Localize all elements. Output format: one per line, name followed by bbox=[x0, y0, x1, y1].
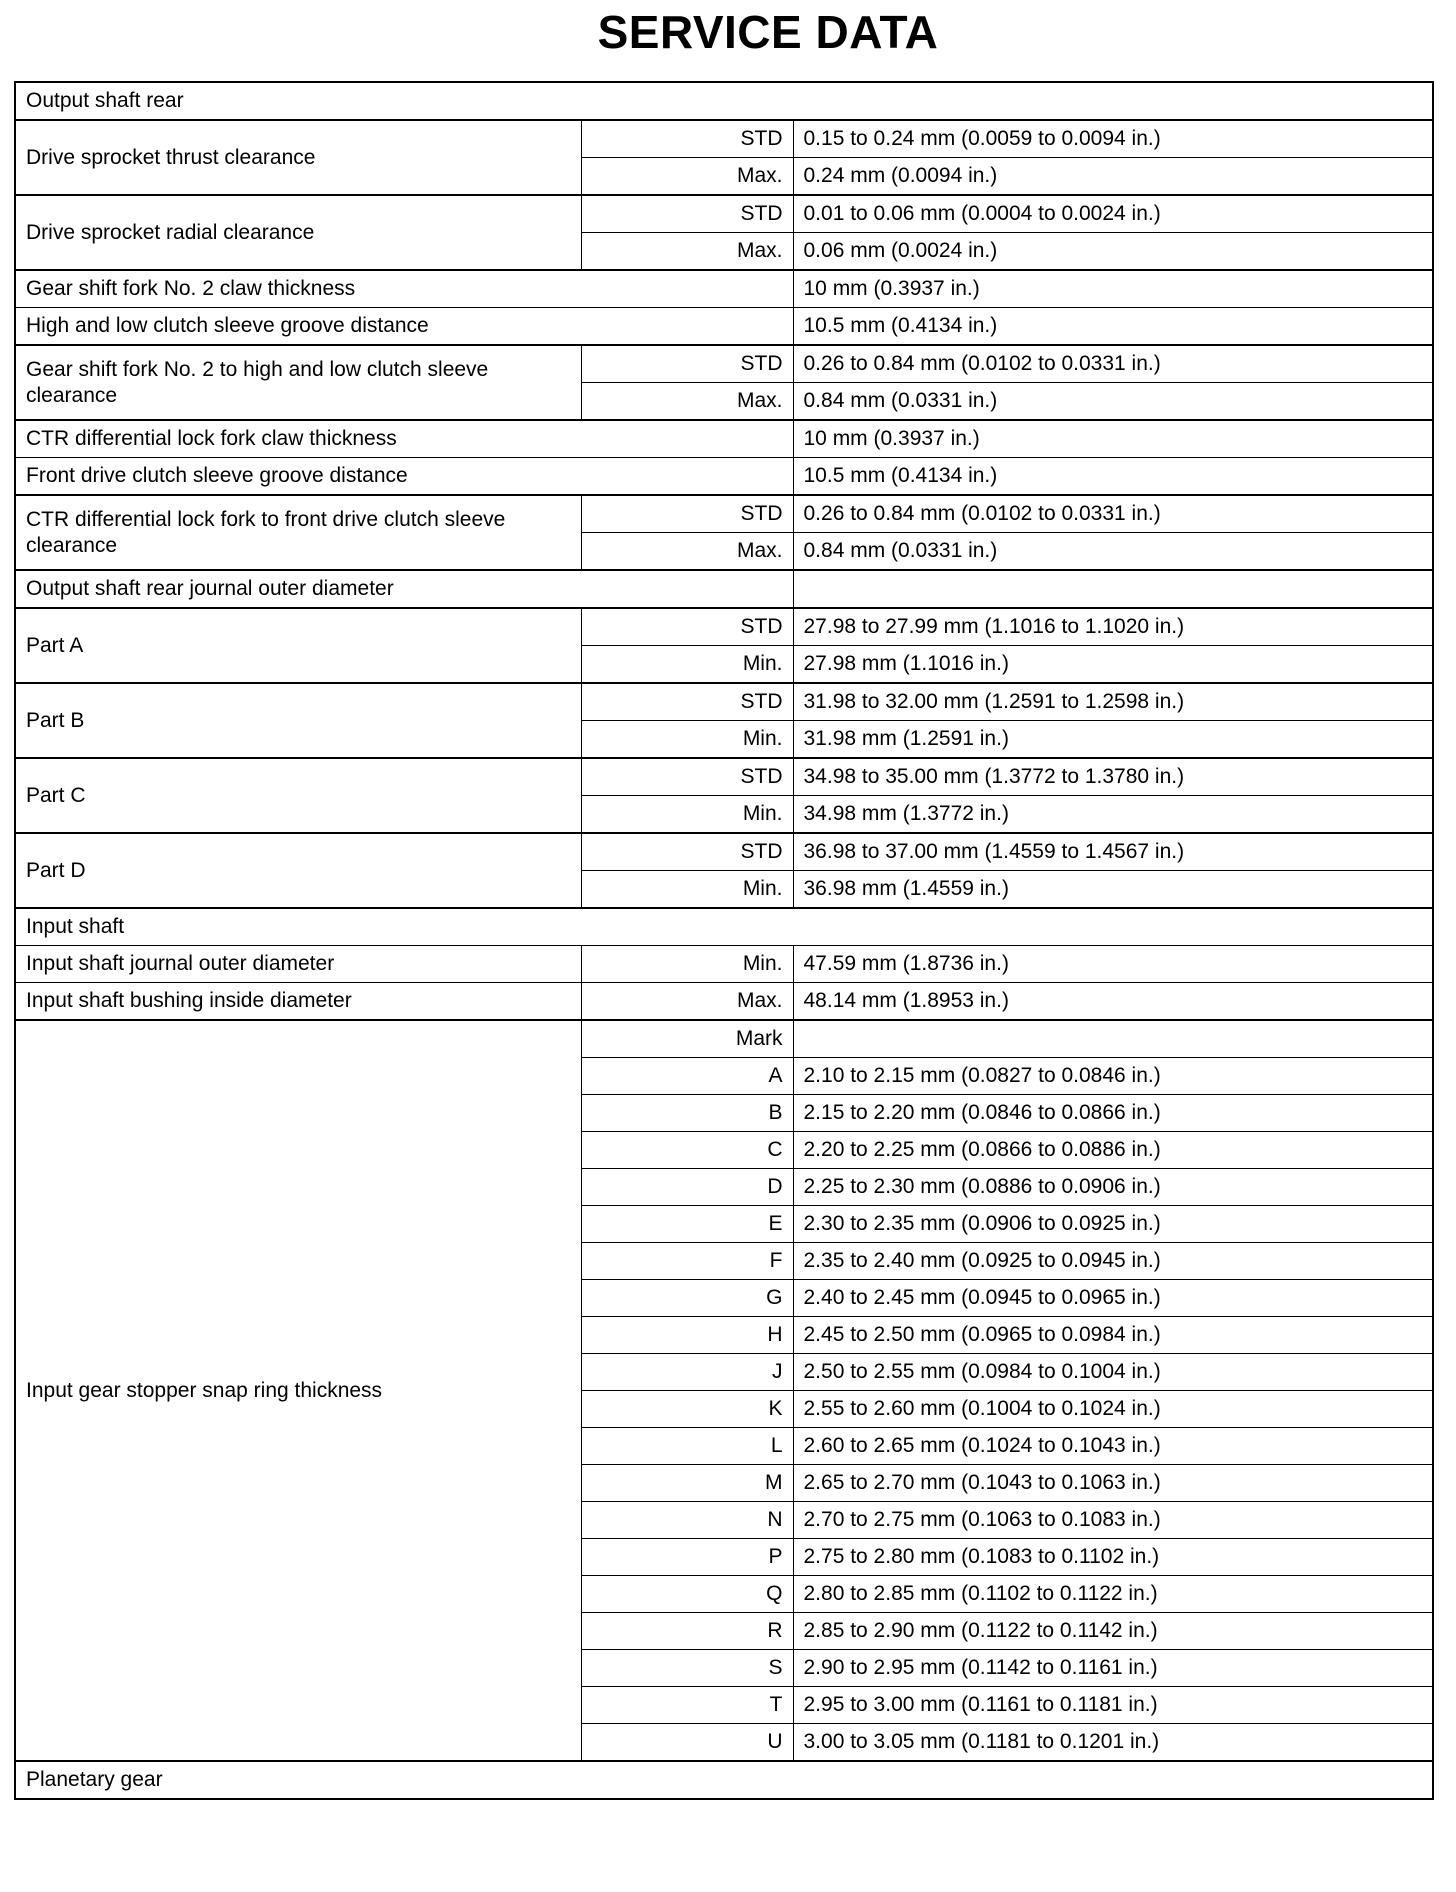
spec-value: 27.98 to 27.99 mm (1.1016 to 1.1020 in.) bbox=[793, 608, 1433, 646]
spec-label: Min. bbox=[581, 796, 793, 834]
spec-value: 2.60 to 2.65 mm (0.1024 to 0.1043 in.) bbox=[793, 1428, 1433, 1465]
spec-label: Max. bbox=[581, 533, 793, 571]
spec-value: 27.98 mm (1.1016 in.) bbox=[793, 646, 1433, 684]
spec-value: 34.98 mm (1.3772 in.) bbox=[793, 796, 1433, 834]
table-row bbox=[15, 683, 1433, 721]
mark-letter: U bbox=[581, 1724, 793, 1762]
mark-letter: G bbox=[581, 1280, 793, 1317]
spec-value: 2.40 to 2.45 mm (0.0945 to 0.0965 in.) bbox=[793, 1280, 1433, 1317]
spec-label: Min. bbox=[581, 946, 793, 983]
spec-value: 0.15 to 0.24 mm (0.0059 to 0.0094 in.) bbox=[793, 120, 1433, 158]
table-row bbox=[15, 270, 1433, 308]
table-row bbox=[15, 345, 1433, 383]
mark-letter: F bbox=[581, 1243, 793, 1280]
spec-value: 0.84 mm (0.0331 in.) bbox=[793, 533, 1433, 571]
item-name: Drive sprocket thrust clearance bbox=[15, 120, 581, 195]
spec-value: 31.98 mm (1.2591 in.) bbox=[793, 721, 1433, 759]
service-data-table bbox=[14, 81, 1434, 1800]
spec-value: 0.26 to 0.84 mm (0.0102 to 0.0331 in.) bbox=[793, 495, 1433, 533]
spec-value: 0.84 mm (0.0331 in.) bbox=[793, 383, 1433, 421]
spec-value: 2.15 to 2.20 mm (0.0846 to 0.0866 in.) bbox=[793, 1095, 1433, 1132]
spec-label: STD bbox=[581, 833, 793, 871]
section-heading-planetary-gear: Planetary gear bbox=[15, 1761, 1433, 1799]
mark-letter: Q bbox=[581, 1576, 793, 1613]
spec-value: 10 mm (0.3937 in.) bbox=[793, 420, 1433, 458]
spec-value: 10.5 mm (0.4134 in.) bbox=[793, 308, 1433, 346]
item-name: Part C bbox=[15, 758, 581, 833]
spec-value: 2.50 to 2.55 mm (0.0984 to 0.1004 in.) bbox=[793, 1354, 1433, 1391]
item-name: Part B bbox=[15, 683, 581, 758]
item-name: Input shaft journal outer diameter bbox=[15, 946, 581, 983]
table-row bbox=[15, 946, 1433, 983]
table-row bbox=[15, 82, 1433, 120]
mark-letter: J bbox=[581, 1354, 793, 1391]
spec-label: Min. bbox=[581, 871, 793, 909]
item-name: Part A bbox=[15, 608, 581, 683]
mark-letter: B bbox=[581, 1095, 793, 1132]
spec-value: 47.59 mm (1.8736 in.) bbox=[793, 946, 1433, 983]
mark-letter: H bbox=[581, 1317, 793, 1354]
table-row bbox=[15, 908, 1433, 946]
spec-label: STD bbox=[581, 683, 793, 721]
spec-value: 2.90 to 2.95 mm (0.1142 to 0.1161 in.) bbox=[793, 1650, 1433, 1687]
spec-value: 48.14 mm (1.8953 in.) bbox=[793, 983, 1433, 1021]
mark-letter: T bbox=[581, 1687, 793, 1724]
mark-letter: K bbox=[581, 1391, 793, 1428]
spec-value: 2.45 to 2.50 mm (0.0965 to 0.0984 in.) bbox=[793, 1317, 1433, 1354]
table-row bbox=[15, 983, 1433, 1021]
table-row bbox=[15, 833, 1433, 871]
table-row bbox=[15, 458, 1433, 496]
item-name: CTR differential lock fork claw thickness bbox=[15, 420, 793, 458]
spec-label: STD bbox=[581, 120, 793, 158]
mark-letter: M bbox=[581, 1465, 793, 1502]
spec-label: STD bbox=[581, 608, 793, 646]
mark-letter: S bbox=[581, 1650, 793, 1687]
spec-value: 2.80 to 2.85 mm (0.1102 to 0.1122 in.) bbox=[793, 1576, 1433, 1613]
spec-value: 2.55 to 2.60 mm (0.1004 to 0.1024 in.) bbox=[793, 1391, 1433, 1428]
spec-value: 36.98 to 37.00 mm (1.4559 to 1.4567 in.) bbox=[793, 833, 1433, 871]
page-title: SERVICE DATA bbox=[597, 6, 939, 58]
spec-value: 2.10 to 2.15 mm (0.0827 to 0.0846 in.) bbox=[793, 1058, 1433, 1095]
spec-label: Max. bbox=[581, 158, 793, 196]
spec-value: 2.85 to 2.90 mm (0.1122 to 0.1142 in.) bbox=[793, 1613, 1433, 1650]
table-row bbox=[15, 758, 1433, 796]
spec-value: 10.5 mm (0.4134 in.) bbox=[793, 458, 1433, 496]
item-name: Gear shift fork No. 2 to high and low clutch sleeve clearance bbox=[15, 345, 581, 420]
spec-value: 2.75 to 2.80 mm (0.1083 to 0.1102 in.) bbox=[793, 1539, 1433, 1576]
spec-label: Min. bbox=[581, 646, 793, 684]
mark-letter: E bbox=[581, 1206, 793, 1243]
mark-letter: N bbox=[581, 1502, 793, 1539]
table-row bbox=[15, 308, 1433, 346]
spec-value: 2.35 to 2.40 mm (0.0925 to 0.0945 in.) bbox=[793, 1243, 1433, 1280]
mark-letter: C bbox=[581, 1132, 793, 1169]
spec-label: STD bbox=[581, 345, 793, 383]
table-row bbox=[15, 1761, 1433, 1799]
spec-value: 2.65 to 2.70 mm (0.1043 to 0.1063 in.) bbox=[793, 1465, 1433, 1502]
spec-label: Min. bbox=[581, 721, 793, 759]
spec-value: 0.24 mm (0.0094 in.) bbox=[793, 158, 1433, 196]
spec-value: 2.30 to 2.35 mm (0.0906 to 0.0925 in.) bbox=[793, 1206, 1433, 1243]
mark-letter: R bbox=[581, 1613, 793, 1650]
item-name: Input gear stopper snap ring thickness bbox=[15, 1020, 581, 1761]
item-name: High and low clutch sleeve groove distance bbox=[15, 308, 793, 346]
section-heading-journal-od: Output shaft rear journal outer diameter bbox=[15, 570, 793, 608]
item-name: CTR differential lock fork to front drive clutch sleeve clearance bbox=[15, 495, 581, 570]
spec-label: STD bbox=[581, 758, 793, 796]
spec-value: 2.70 to 2.75 mm (0.1063 to 0.1083 in.) bbox=[793, 1502, 1433, 1539]
section-heading-input-shaft: Input shaft bbox=[15, 908, 1433, 946]
item-name: Input shaft bushing inside diameter bbox=[15, 983, 581, 1021]
table-row bbox=[15, 120, 1433, 158]
spec-value: 3.00 to 3.05 mm (0.1181 to 0.1201 in.) bbox=[793, 1724, 1433, 1762]
spec-value: 34.98 to 35.00 mm (1.3772 to 1.3780 in.) bbox=[793, 758, 1433, 796]
table-row bbox=[15, 608, 1433, 646]
table-row bbox=[15, 195, 1433, 233]
spec-value: 0.01 to 0.06 mm (0.0004 to 0.0024 in.) bbox=[793, 195, 1433, 233]
mark-letter: P bbox=[581, 1539, 793, 1576]
table-row bbox=[15, 1020, 1433, 1058]
item-name: Part D bbox=[15, 833, 581, 908]
spec-label: STD bbox=[581, 195, 793, 233]
spec-value: 2.20 to 2.25 mm (0.0866 to 0.0886 in.) bbox=[793, 1132, 1433, 1169]
spec-value: 36.98 mm (1.4559 in.) bbox=[793, 871, 1433, 909]
item-name: Drive sprocket radial clearance bbox=[15, 195, 581, 270]
table-row bbox=[15, 495, 1433, 533]
item-name: Gear shift fork No. 2 claw thickness bbox=[15, 270, 793, 308]
empty-cell bbox=[793, 1020, 1433, 1058]
spec-value: 0.26 to 0.84 mm (0.0102 to 0.0331 in.) bbox=[793, 345, 1433, 383]
spec-label: Max. bbox=[581, 983, 793, 1021]
spec-value: 31.98 to 32.00 mm (1.2591 to 1.2598 in.) bbox=[793, 683, 1433, 721]
spec-value: 10 mm (0.3937 in.) bbox=[793, 270, 1433, 308]
mark-letter: D bbox=[581, 1169, 793, 1206]
mark-letter: L bbox=[581, 1428, 793, 1465]
mark-header: Mark bbox=[581, 1020, 793, 1058]
spec-label: STD bbox=[581, 495, 793, 533]
mark-letter: A bbox=[581, 1058, 793, 1095]
empty-cell bbox=[793, 570, 1433, 608]
item-name: Front drive clutch sleeve groove distance bbox=[15, 458, 793, 496]
spec-value: 2.95 to 3.00 mm (0.1161 to 0.1181 in.) bbox=[793, 1687, 1433, 1724]
section-heading-output-shaft-rear: Output shaft rear bbox=[15, 82, 1433, 120]
spec-value: 0.06 mm (0.0024 in.) bbox=[793, 233, 1433, 271]
table-row bbox=[15, 420, 1433, 458]
table-row bbox=[15, 570, 1433, 608]
spec-label: Max. bbox=[581, 233, 793, 271]
spec-value: 2.25 to 2.30 mm (0.0886 to 0.0906 in.) bbox=[793, 1169, 1433, 1206]
spec-label: Max. bbox=[581, 383, 793, 421]
